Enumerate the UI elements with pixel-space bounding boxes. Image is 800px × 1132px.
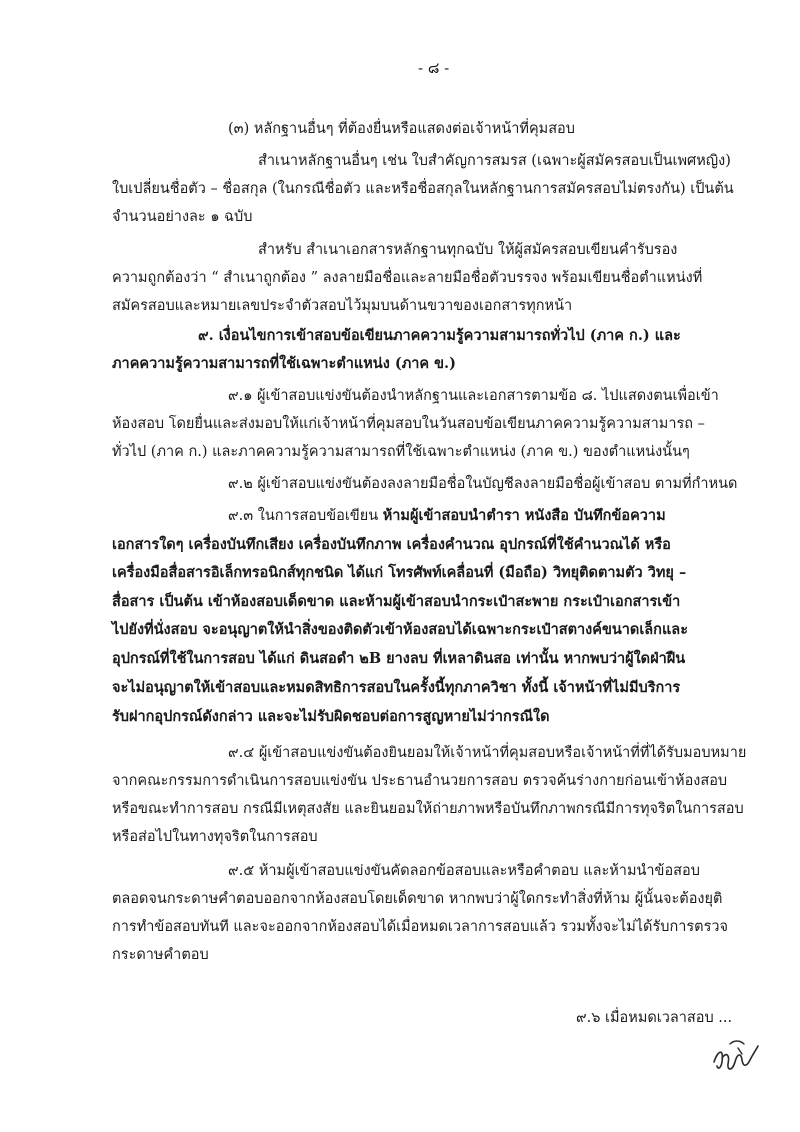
section-9-heading-line1: ๙. เงื่อนไขการเข้าสอบข้อเขียนภาคความรู้ความสามารถทั่วไป (ภาค ก.) และ xyxy=(198,327,681,344)
section-3-para2-line3: สมัครสอบและหมายเลขประจำตัวสอบไว้มุมบนด้านขวาของเอกสารทุกหน้า xyxy=(112,298,573,314)
item-9-3-lead: ๙.๓ ในการสอบข้อเขียน xyxy=(228,508,383,524)
item-9-5-line2: ตลอดจนกระดาษคำตอบออกจากห้องสอบโดยเด็ดขาด หากพบว่าผู้ใดกระทำสิ่งที่ห้าม ผู้นั้นจะต้องยุติ xyxy=(112,891,723,907)
item-9-4-line2: จากคณะกรรมการดำเนินการสอบแข่งขัน ประธานอำนวยการสอบ ตรวจค้นร่างกายก่อนเข้าห้องสอบ xyxy=(112,773,728,789)
section-3-heading: (๓) หลักฐานอื่นๆ ที่ต้องยื่นหรือแสดงต่อเจ้าหน้าที่คุมสอบ xyxy=(228,121,575,137)
section-9-heading-line2: ภาคความรู้ความสามารถที่ใช้เฉพาะตำแหน่ง (ภาค ข.) xyxy=(112,355,456,372)
item-9-5-line1: ๙.๕ ห้ามผู้เข้าสอบแข่งขันคัดลอกข้อสอบและหรือคำตอบ และห้ามนำข้อสอบ xyxy=(228,863,700,879)
item-9-4-line3: หรือขณะทำการสอบ กรณีมีเหตุสงสัย และยินยอมให้ถ่ายภาพหรือบันทึกภาพกรณีมีการทุจริตในการสอบ xyxy=(112,801,744,817)
item-9-1-line1: ๙.๑ ผู้เข้าสอบแข่งขันต้องนำหลักฐานและเอกสารตามข้อ ๘. ไปแสดงตนเพื่อเข้า xyxy=(228,388,719,404)
item-9-3-line8: รับฝากอุปกรณ์ดังกล่าว และจะไม่รับผิดชอบต่อการสูญหายไม่ว่ากรณีใด xyxy=(112,708,550,725)
item-9-2: ๙.๒ ผู้เข้าสอบแข่งขันต้องลงลายมือชื่อในบัญชีลงลายมือชื่อผู้เข้าสอบ ตามที่กำหนด xyxy=(228,476,738,492)
item-9-3-line4: สื่อสาร เป็นต้น เข้าห้องสอบเด็ดขาด และห้ามผู้เข้าสอบนำกระเป๋าสะพาย กระเป๋าเอกสารเข้า xyxy=(112,593,681,610)
item-9-1-line3: ทั่วไป (ภาค ก.) และภาคความรู้ความสามารถที่ใช้เฉพาะตำแหน่ง (ภาค ข.) ของตำแหน่งนั้นๆ xyxy=(112,444,690,460)
section-3-para1-line2: ใบเปลี่ยนชื่อตัว – ชื่อสกุล (ในกรณีชื่อตัว และหรือชื่อสกุลในหลักฐานการสมัครสอบไม่ตรงกัน) เป็นต้น xyxy=(112,181,734,197)
section-3-para1-line1: สำเนาหลักฐานอื่นๆ เช่น ใบสำคัญการสมรส (เฉพาะผู้สมัครสอบเป็นเพศหญิง) xyxy=(258,153,731,169)
item-9-3-line2: เอกสารใดๆ เครื่องบันทึกเสียง เครื่องบันทึกภาพ เครื่องคำนวณ อุปกรณ์ที่ใช้คำนวณได้ หรือ xyxy=(112,536,671,553)
item-9-4-line4: หรือส่อไปในทางทุจริตในการสอบ xyxy=(112,829,318,845)
continuation-cue: ๙.๖ เมื่อหมดเวลาสอบ ... xyxy=(576,1010,733,1026)
item-9-3-lead-bold: ห้ามผู้เข้าสอบนำตำรา หนังสือ บันทึกข้อความ xyxy=(382,507,666,524)
item-9-3-line6: อุปกรณ์ที่ใช้ในการสอบ ได้แก่ ดินสอดำ ๒B ยางลบ ที่เหลาดินสอ เท่านั้น หากพบว่าผู้ใดฝ่าฝืน xyxy=(112,650,686,667)
item-9-3-line7: จะไม่อนุญาตให้เข้าสอบและหมดสิทธิการสอบในครั้งนี้ทุกภาควิชา ทั้งนี้ เจ้าหน้าที่ไม่มีบริการ xyxy=(112,679,681,696)
item-9-1-line2: ห้องสอบ โดยยื่นและส่งมอบให้แก่เจ้าหน้าที่คุมสอบในวันสอบข้อเขียนภาคความรู้ความสามารถ – xyxy=(112,416,705,432)
item-9-5-line3: การทำข้อสอบทันที และจะออกจากห้องสอบได้เมื่อหมดเวลาการสอบแล้ว รวมทั้งจะไม่ได้รับการตรวจ xyxy=(112,919,729,935)
item-9-3-line3: เครื่องมือสื่อสารอิเล็กทรอนิกส์ทุกชนิด ได้แก่ โทรศัพท์เคลื่อนที่ (มือถือ) วิทยุติดตามตัว วิทยุ – xyxy=(112,564,687,581)
section-3-para1-line3: จำนวนอย่างละ ๑ ฉบับ xyxy=(112,209,253,225)
item-9-3-line1 xyxy=(228,506,666,526)
item-9-3-line5: ไปยังที่นั่งสอบ จะอนุญาตให้นำสิ่งของติดตัวเข้าห้องสอบได้เฉพาะกระเป๋าสตางค์ขนาดเล็กและ xyxy=(112,621,688,638)
item-9-4-line1: ๙.๔ ผู้เข้าสอบแข่งขันต้องยินยอมให้เจ้าหน้าที่คุมสอบหรือเจ้าหน้าที่ที่ได้รับมอบหมาย xyxy=(228,745,747,761)
section-3-para2-line2: ความถูกต้องว่า “ สำเนาถูกต้อง ” ลงลายมือชื่อและลายมือชื่อตัวบรรจง พร้อมเขียนชื่อตำแหน่งที่ xyxy=(112,270,703,286)
section-3-para2-line1: สำหรับ สำเนาเอกสารหลักฐานทุกฉบับ ให้ผู้สมัครสอบเขียนคำรับรอง xyxy=(258,242,678,258)
signature-initials xyxy=(708,1032,764,1076)
item-9-5-line4: กระดาษคำตอบ xyxy=(112,947,209,963)
page-number: - ๘ - xyxy=(418,59,450,77)
